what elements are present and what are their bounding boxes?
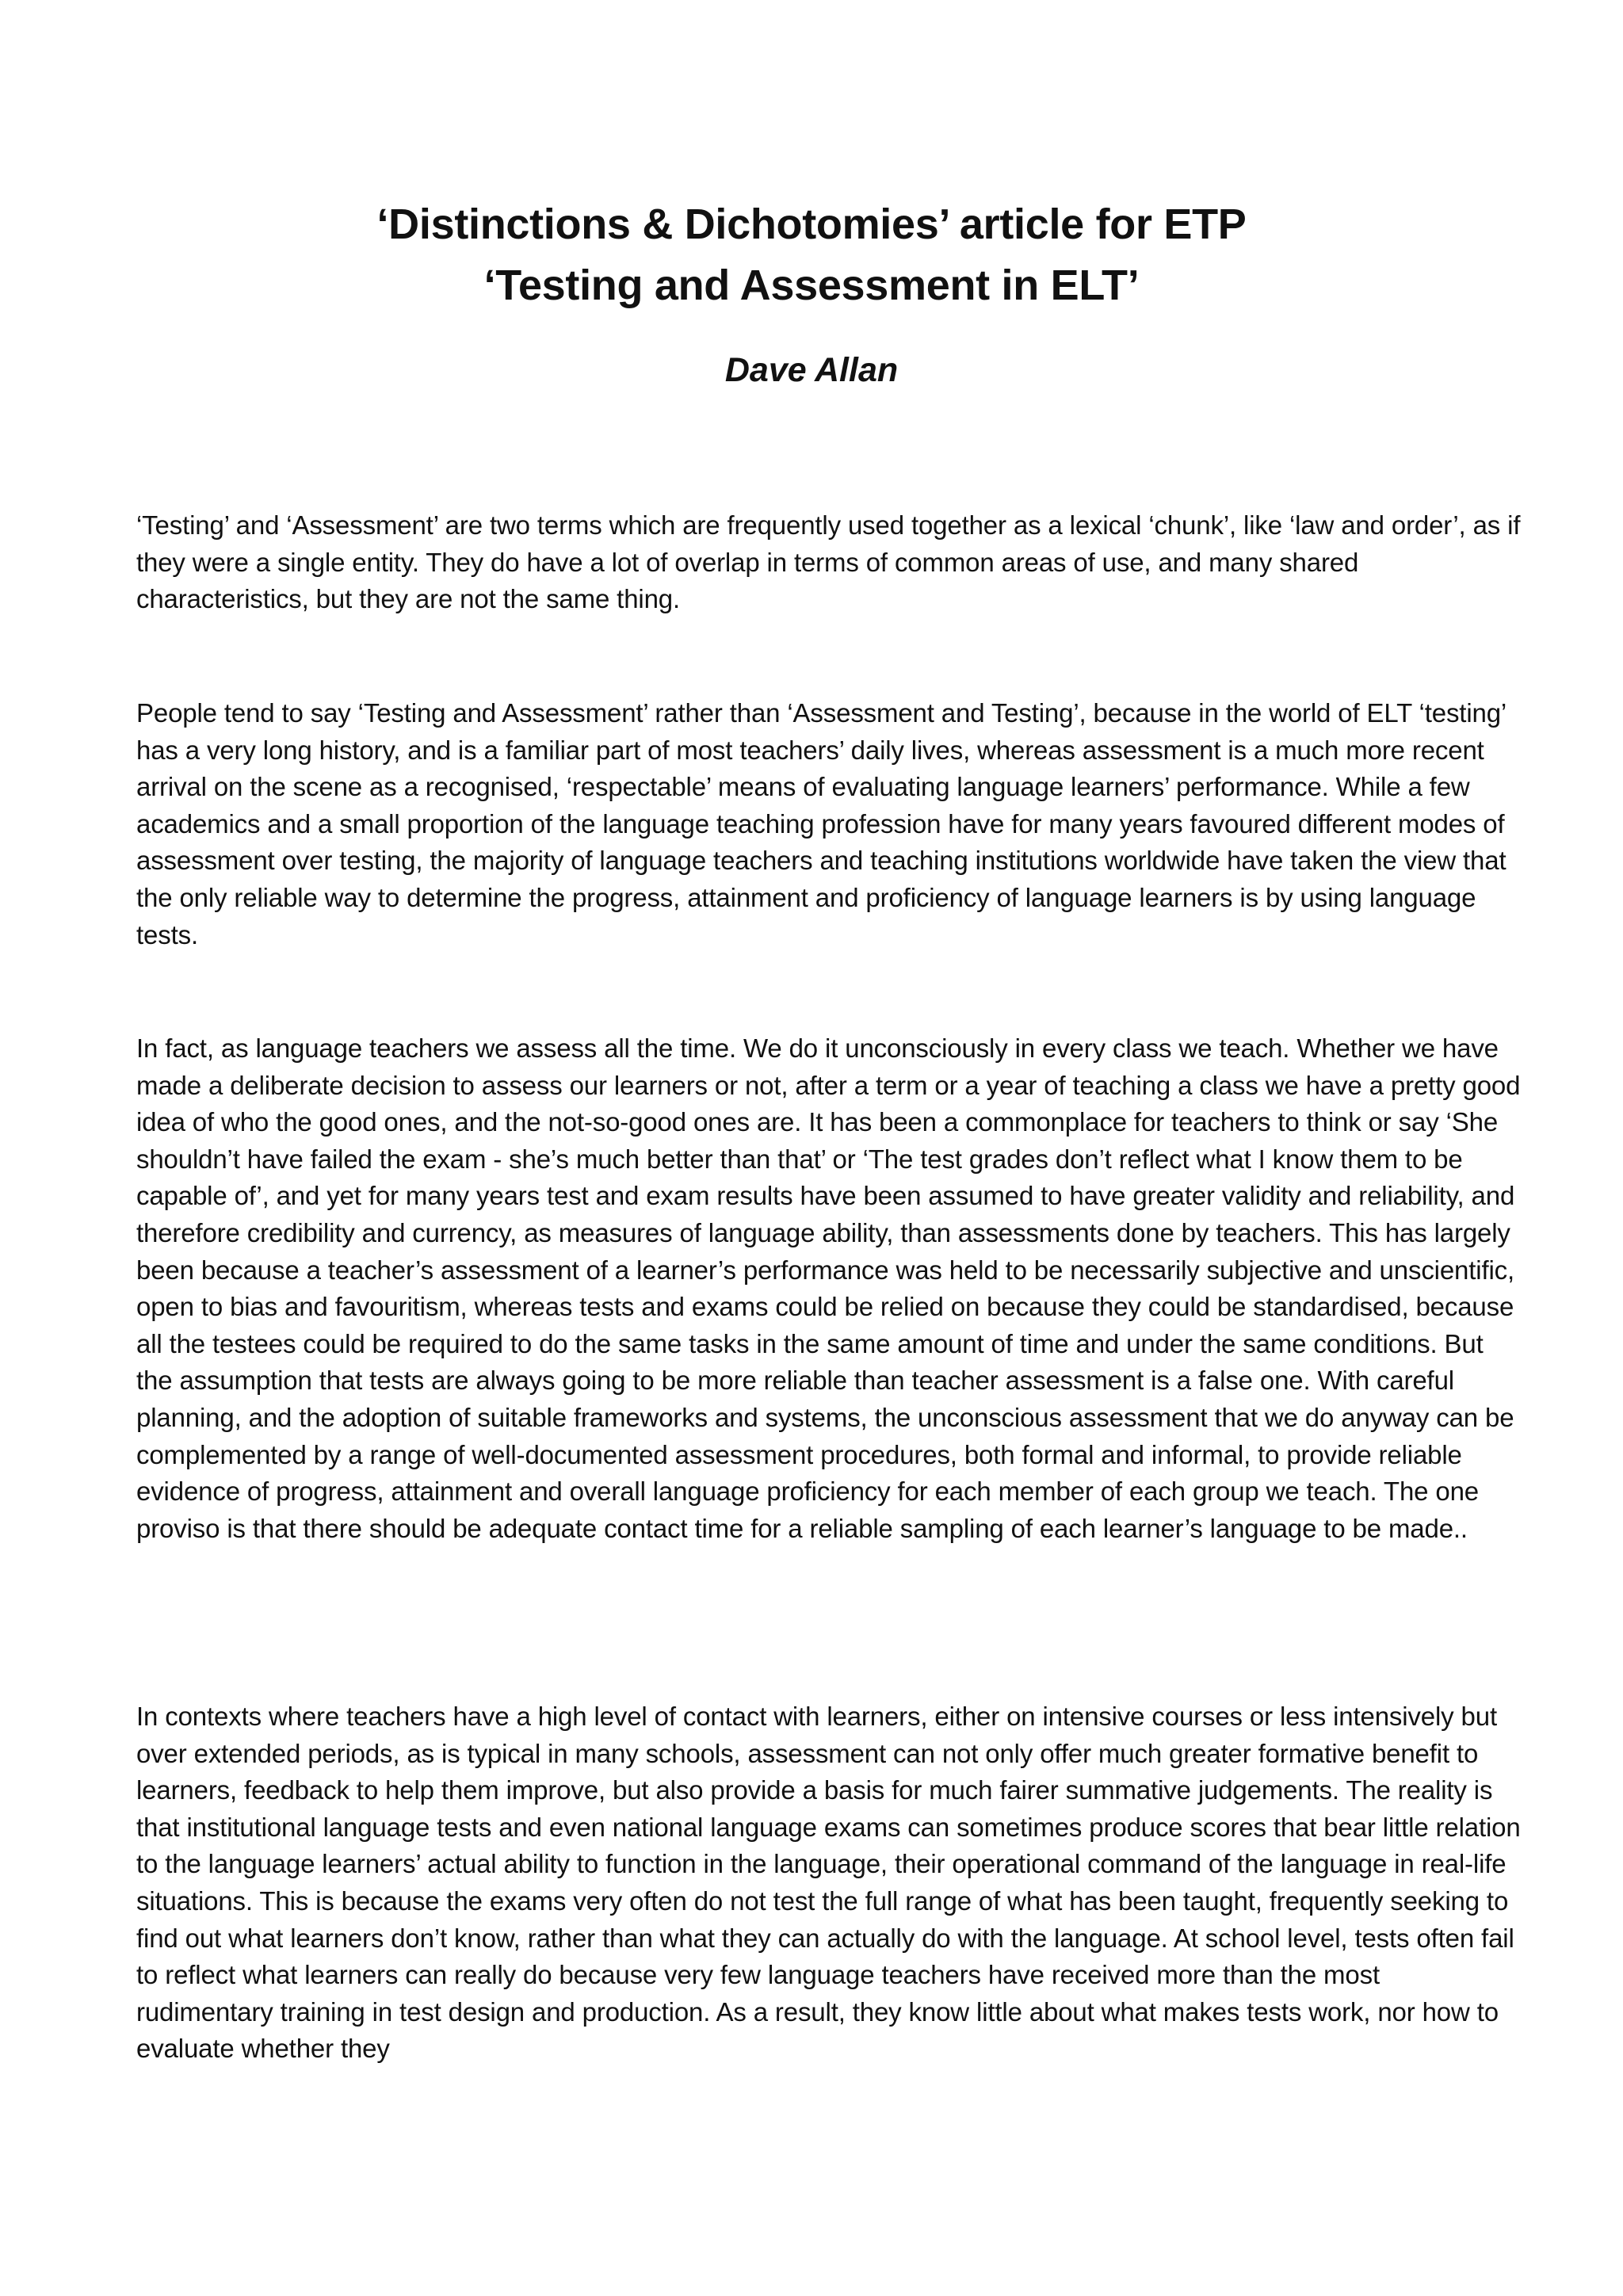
paragraph-1: ‘Testing’ and ‘Assessment’ are two terms which are frequently used together as a lexical ‘chunk’, like ‘law and order’, as if they were a single entity. They do have a lot of overlap in terms of common areas of use, and many shared characteristics, but they are not the same thing. [136,510,1521,614]
article-title [0,194,1623,316]
author-name: Dave Allan [724,351,899,389]
paragraph-4: In contexts where teachers have a high level of contact with learners, either on intensive courses or less intensively but over extended periods, as is typical in many schools, assessment can not only offer much greater formative benefit to learners, feedback to help them improve, but also provide a basis for much fairer summative judgements. The reality is that institutional language tests and even national language exams can sometimes produce scores that bear little relation to the language learners’ actual ability to function in the language, their operational command of the language in real-life situations. This is because the exams very often do not test the full range of what has been taught, frequently seeking to find out what learners don’t know, rather than what they can actually do with the language. At school level, tests often fail to reflect what learners can really do because very few language teachers have received more than the most rudimentary training in test design and production. As a result, they know little about what makes tests work, nor how to evaluate whether they [136,1702,1521,2064]
title-line-2: ‘Testing and Assessment in ELT’ [483,262,1140,309]
paragraph-2: People tend to say ‘Testing and Assessment’ rather than ‘Assessment and Testing’, because in the world of ELT ‘testing’ has a very long history, and is a familiar part of most teachers’ daily lives, whereas assessment is a much more recent arrival on the scene as a recognised, ‘respectable’ means of evaluating language learners’ performance. While a few academics and a small proportion of the language teaching profession have for many years favoured different modes of assessment over testing, the majority of language teachers and teaching institutions worldwide have taken the view that the only reliable way to determine the progress, attainment and proficiency of language learners is by using language tests. [136,698,1507,949]
title-line-1: ‘Distinctions & Dichotomies’ article for ETP [376,201,1247,248]
paragraph-3: In fact, as language teachers we assess all the time. We do it unconsciously in every class we teach. Whether we have made a deliberate decision to assess our learners or not, after a term or a year of teaching a class we have a pretty good idea of who the good ones, and the not-so-good ones are. It has been a commonplace for teachers to think or say ‘She shouldn’t have failed the exam - she’s much better than that’ or ‘The test grades don’t reflect what I know them to be capable of’, and yet for many years test and exam results have been assumed to have greater validity and reliability, and therefore credibility and currency, as measures of language ability, than assessments done by teachers. This has largely been because a teacher’s assessment of a learner’s performance was held to be necessarily subjective and unscientific, open to bias and favouritism, whereas tests and exams could be relied on because they could be standardised, because all the testees could be required to do the same tasks in the same amount of time and under the same conditions. But the assumption that tests are always going to be more reliable than teacher assessment is a false one. With careful planning, and the adoption of suitable frameworks and systems, the unconscious assessment that we do anyway can be complemented by a range of well-documented assessment procedures, both formal and informal, to provide reliable evidence of progress, attainment and overall language proficiency for each member of each group we teach. The one proviso is that there should be adequate contact time for a reliable sampling of each learner’s language to be made.. [136,1033,1521,1543]
